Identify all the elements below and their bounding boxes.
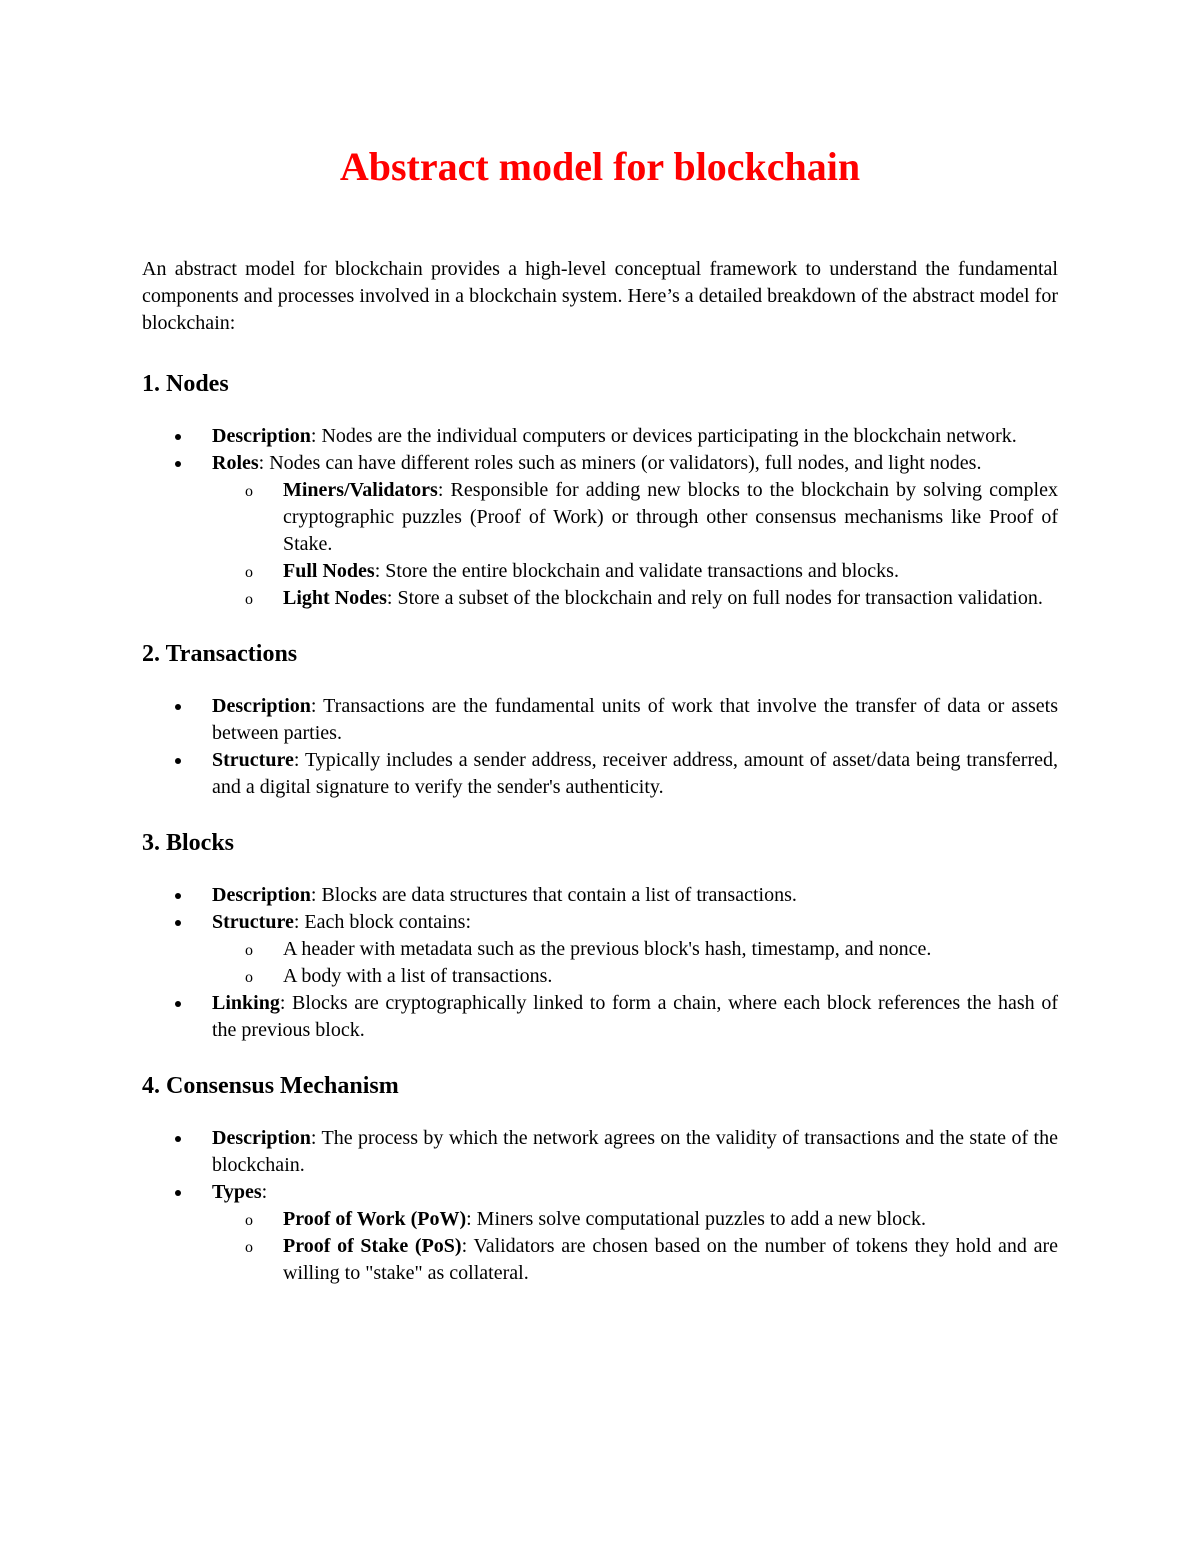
list-item: [142, 450, 1058, 612]
item-text: : Transactions are the fundamental units of work that involve the transfer of data or assets between parties.: [212, 695, 1058, 744]
circle-bullet-icon: o: [245, 942, 253, 959]
item-label: Structure: [212, 911, 294, 933]
item-label: Roles: [212, 452, 259, 474]
sub-list: [212, 1206, 1058, 1287]
bullet-list: [142, 423, 1058, 612]
item-text: : Nodes can have different roles such as miners (or validators), full nodes, and light nodes.: [258, 452, 982, 474]
circle-bullet-icon: o: [245, 1212, 253, 1229]
item-label: Types: [212, 1181, 262, 1203]
sub-item-text: A header with metadata such as the previous block's hash, timestamp, and nonce.: [283, 938, 932, 960]
sub-list-item: [212, 477, 1058, 558]
item-text: : Each block contains:: [293, 911, 472, 933]
bullet-icon: [175, 1136, 181, 1142]
list-item: [142, 990, 1058, 1044]
list-item: [142, 909, 1058, 990]
sub-list: [212, 936, 1058, 990]
sub-list-item: [212, 936, 1058, 963]
list-item: [142, 747, 1058, 801]
bullet-icon: [175, 758, 181, 764]
item-text: : Blocks are data structures that contain a list of transactions.: [310, 884, 797, 906]
circle-bullet-icon: o: [245, 483, 253, 500]
section-heading: 1. Nodes: [142, 371, 229, 397]
sub-item-label: Proof of Stake (PoS): [283, 1235, 462, 1257]
item-label: Structure: [212, 749, 294, 771]
bullet-icon: [175, 920, 181, 926]
section-heading: 4. Consensus Mechanism: [142, 1073, 399, 1099]
bullet-icon: [175, 1190, 181, 1196]
sub-list-item: [212, 1233, 1058, 1287]
sections-container: [142, 369, 1058, 1287]
sub-item-text: A body with a list of transactions.: [283, 965, 553, 987]
sub-list-item: [212, 963, 1058, 990]
sub-item-text: : Store a subset of the blockchain and rely on full nodes for transaction validation.: [386, 587, 1043, 609]
section-heading: 2. Transactions: [142, 641, 298, 667]
item-text: :: [261, 1181, 268, 1203]
section-heading: 3. Blocks: [142, 830, 235, 856]
bullet-icon: [175, 704, 181, 710]
bullet-icon: [175, 893, 181, 899]
item-label: Description: [212, 425, 311, 447]
sub-item-text: : Responsible for adding new blocks to the blockchain by solving complex cryptographic puzzles (Proof of Work) or through other consensus mechanisms like Proof of Stake.: [283, 479, 1058, 555]
sub-item-label: Miners/Validators: [283, 479, 438, 501]
item-text: : Nodes are the individual computers or devices participating in the blockchain network.: [310, 425, 1017, 447]
sub-item-text: : Miners solve computational puzzles to add a new block.: [466, 1208, 927, 1230]
list-item: [142, 693, 1058, 747]
sub-list-item: [212, 585, 1058, 612]
circle-bullet-icon: o: [245, 564, 253, 581]
list-item: [142, 1179, 1058, 1287]
sub-item-text: : Validators are chosen based on the number of tokens they hold and are willing to "stake" as collateral.: [283, 1235, 1059, 1284]
circle-bullet-icon: o: [245, 1239, 253, 1256]
item-label: Description: [212, 884, 311, 906]
item-label: Description: [212, 1127, 311, 1149]
page-title: Abstract model for blockchain: [339, 144, 861, 189]
bullet-list: [142, 693, 1058, 801]
bullet-icon: [175, 1001, 181, 1007]
sub-item-label: Full Nodes: [283, 560, 375, 582]
circle-bullet-icon: o: [245, 969, 253, 986]
bullet-icon: [175, 461, 181, 467]
circle-bullet-icon: o: [245, 591, 253, 608]
bullet-list: [142, 882, 1058, 1044]
item-label: Description: [212, 695, 311, 717]
list-item: [142, 1125, 1058, 1179]
item-text: : Blocks are cryptographically linked to form a chain, where each block references the hash of the previous block.: [212, 992, 1058, 1041]
list-item: [142, 423, 1058, 450]
item-label: Linking: [212, 992, 280, 1014]
bullet-icon: [175, 434, 181, 440]
sub-list-item: [212, 1206, 1058, 1233]
list-item: [142, 882, 1058, 909]
sub-item-label: Light Nodes: [283, 587, 387, 609]
bullet-list: [142, 1125, 1058, 1287]
sub-item-label: Proof of Work (PoW): [283, 1208, 467, 1230]
sub-list: [212, 477, 1058, 612]
sub-list-item: [212, 558, 1058, 585]
item-text: : Typically includes a sender address, receiver address, amount of asset/data being transferred, and a digital signature to verify the sender's authenticity.: [212, 749, 1058, 798]
intro-paragraph: An abstract model for blockchain provides a high-level conceptual framework to understand the fundamental components and processes involved in a blockchain system. Here’s a detailed breakdown of the abstract model for blockchain:: [142, 258, 1058, 334]
sub-item-text: : Store the entire blockchain and validate transactions and blocks.: [374, 560, 899, 582]
item-text: : The process by which the network agrees on the validity of transactions and the state of the blockchain.: [212, 1127, 1058, 1176]
